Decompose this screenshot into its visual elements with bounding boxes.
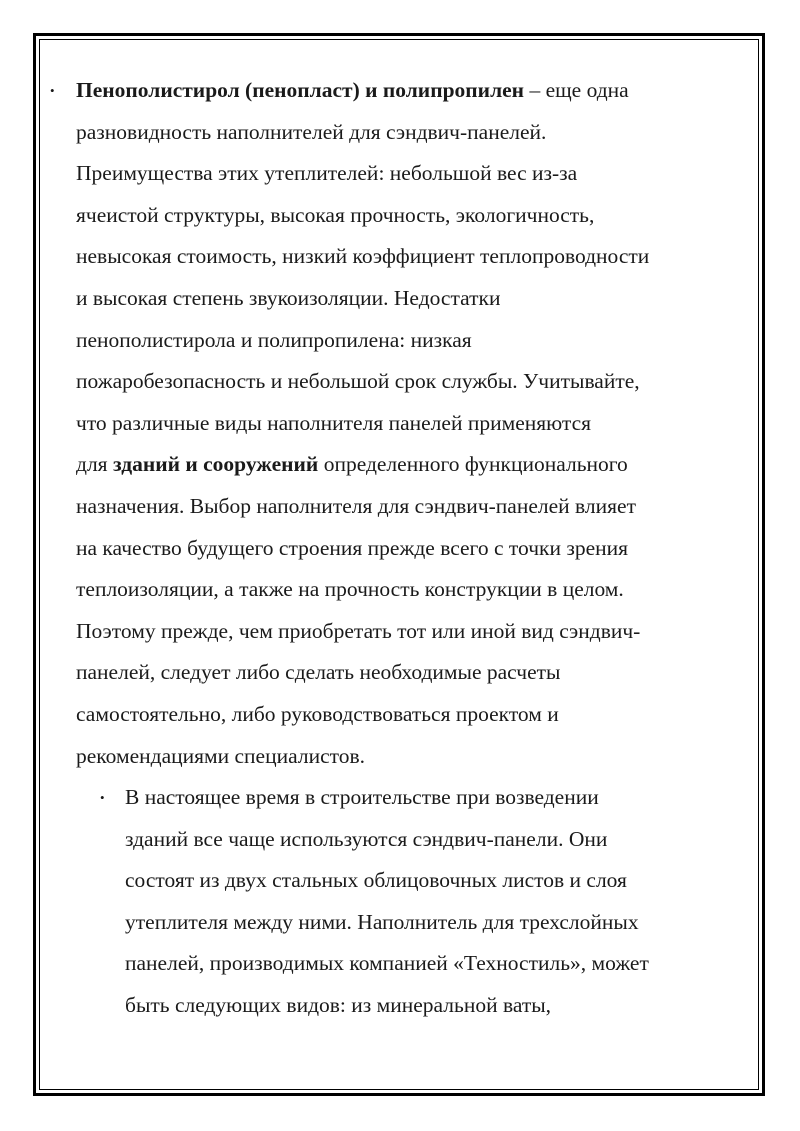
text-line [76,320,731,362]
text-run: Поэтому прежде, чем приобретать тот или иной вид сэндвич- [76,618,641,643]
text-run: пожаробезопасность и небольшой срок службы. Учитывайте, [76,369,640,394]
paragraph-2 [100,777,730,1027]
text-run: состоят из двух стальных облицовочных листов и слоя [125,868,627,893]
text-run: теплоизоляции, а также на прочность конструкции в целом. [76,577,624,602]
bullet-marker: • [50,83,55,98]
text-line [76,403,731,445]
text-line [76,112,731,154]
text-run: быть следующих видов: из минеральной ваты, [125,993,552,1018]
text-run: пенополистирола и полипропилена: низкая [76,327,472,352]
text-run: утеплителя между ними. Наполнитель для трехслойных [125,909,639,934]
text-line [125,943,730,985]
text-line [76,361,731,403]
text-line [125,777,730,819]
text-line [76,153,731,195]
text-run: – еще одна [524,78,629,102]
text-line [125,860,730,902]
paragraph-2-lines [125,777,730,1027]
paragraph-1-lines [76,70,731,777]
text-line [76,652,731,694]
text-line [125,819,730,861]
text-line [76,70,731,112]
text-run: разновидность наполнителей для сэндвич-панелей. [76,119,547,144]
text-line [76,569,731,611]
bold-term: зданий и сооружений [112,452,319,477]
text-line [76,278,731,320]
text-run: ячеистой структуры, высокая прочность, экологичность, [76,202,595,227]
text-line [125,902,730,944]
text-run: рекомендациями специалистов. [76,743,366,768]
text-run: что различные виды наполнителя панелей применяются [76,410,592,435]
text-line [76,611,731,653]
text-line [76,528,731,570]
bullet-marker: • [100,790,105,806]
text-line [125,985,730,1027]
text-run: самостоятельно, либо руководствоваться проектом и [76,701,559,726]
text-line [76,694,731,736]
text-run: невысокая стоимость, низкий коэффициент теплопроводности [76,244,650,269]
paragraph-1 [50,70,731,777]
text-run: панелей, производимых компанией «Техностиль», может [125,951,649,976]
text-run: Преимущества этих утеплителей: небольшой вес из-за [76,161,578,186]
text-run: и высокая степень звукоизоляции. Недостатки [76,285,501,310]
bold-term: Пенополистирол (пенопласт) и полипропилен [76,78,525,102]
text-run: панелей, следует либо сделать необходимые расчеты [76,660,561,685]
text-run: определенного функционального [318,452,628,477]
text-run: зданий все чаще используются сэндвич-панели. Они [125,826,608,851]
text-run: на качество будущего строения прежде всего с точки зрения [76,535,629,560]
text-line [76,236,731,278]
document-body [0,70,800,1027]
text-run: для [76,452,113,477]
text-line [76,444,731,486]
text-run: назначения. Выбор наполнителя для сэндвич-панелей влияет [76,493,636,518]
text-line [76,736,731,778]
text-line [76,486,731,528]
text-run: В настоящее время в строительстве при возведении [125,785,599,810]
text-line [76,195,731,237]
